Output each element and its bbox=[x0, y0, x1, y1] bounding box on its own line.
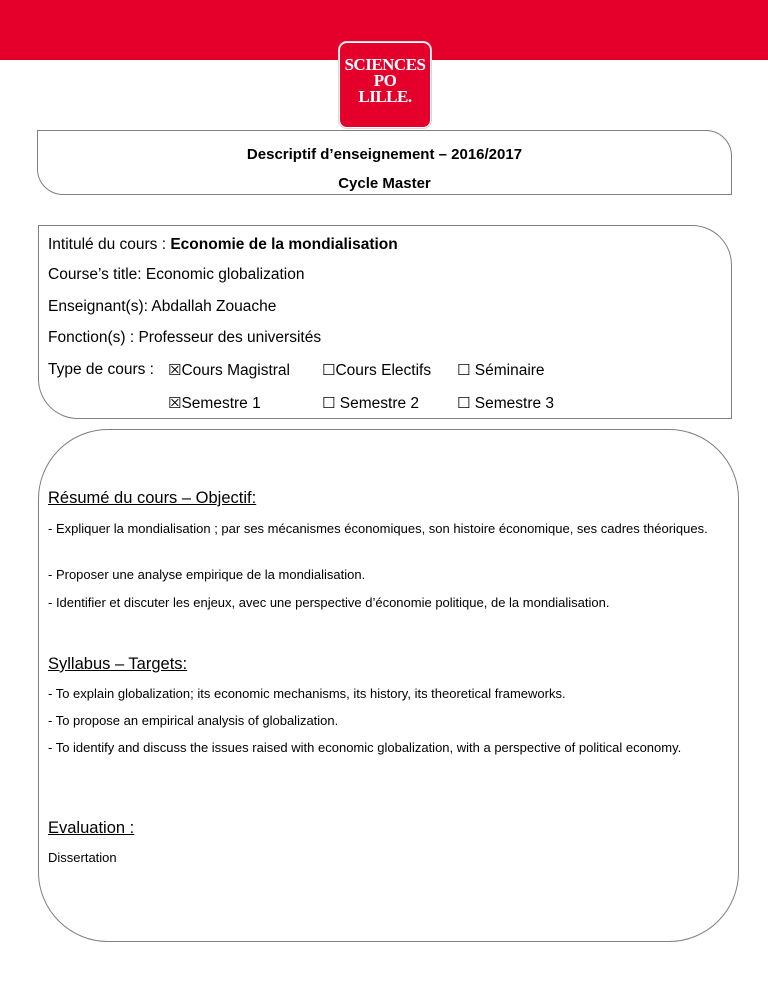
unchecked-box-icon: ☐ bbox=[457, 361, 471, 379]
course-description-box bbox=[38, 429, 739, 942]
intitule-label: Intitulé du cours : bbox=[48, 236, 171, 253]
course-title-line: Course’s title: Economic globalization bbox=[48, 266, 305, 283]
checked-box-icon: ☒ bbox=[168, 361, 182, 379]
resume-item-3: - Identifier et discuter les enjeux, avec une perspective d’économie politique, de la mondialisation. bbox=[48, 595, 610, 610]
resume-item-1: - Expliquer la mondialisation ; par ses mécanismes économiques, son histoire économique, ses cadres théoriques. bbox=[48, 521, 708, 536]
enseignant-line: Enseignant(s): Abdallah Zouache bbox=[48, 298, 277, 315]
unchecked-box-icon: ☐ bbox=[457, 394, 471, 412]
syllabus-item-1: - To explain globalization; its economic mechanisms, its history, its theoretical frameworks. bbox=[48, 686, 566, 701]
document-title: Descriptif d’enseignement – 2016/2017 bbox=[246, 146, 523, 163]
checkbox-label: Semestre 2 bbox=[339, 395, 420, 412]
checkbox-label: Cours Electifs bbox=[335, 362, 432, 379]
logo-line-1: SCIENCES bbox=[344, 55, 426, 74]
checkbox-label: Cours Magistral bbox=[181, 362, 290, 379]
intitule-value: Economie de la mondialisation bbox=[170, 236, 398, 253]
fonction-line: Fonction(s) : Professeur des universités bbox=[48, 329, 322, 346]
course-info-box bbox=[38, 225, 732, 419]
checkbox-label: Séminaire bbox=[474, 362, 545, 379]
checkbox-semestre-1[interactable] bbox=[168, 394, 261, 413]
syllabus-item-3: - To identify and discuss the issues raised with economic globalization, with a perspective of political economy. bbox=[48, 740, 682, 755]
checkbox-label: Semestre 3 bbox=[474, 395, 555, 412]
checkbox-label: Semestre 1 bbox=[181, 395, 261, 412]
checkbox-cours-magistral[interactable] bbox=[168, 361, 290, 380]
syllabus-item-2: - To propose an empirical analysis of globalization. bbox=[48, 713, 339, 728]
evaluation-title: Evaluation : bbox=[48, 819, 135, 837]
checkbox-semestre-3[interactable] bbox=[457, 394, 554, 413]
evaluation-text: Dissertation bbox=[48, 850, 117, 865]
resume-title: Résumé du cours – Objectif: bbox=[48, 489, 257, 507]
intitule-line bbox=[48, 236, 398, 254]
sciences-po-lille-logo bbox=[339, 42, 431, 128]
logo-line-3: LILLE. bbox=[358, 87, 412, 106]
resume-item-2: - Proposer une analyse empirique de la mondialisation. bbox=[48, 567, 366, 582]
unchecked-box-icon: ☐ bbox=[322, 394, 336, 412]
logo-line-2: PO bbox=[373, 71, 397, 90]
header-box bbox=[37, 130, 732, 195]
type-label: Type de cours : bbox=[48, 361, 154, 378]
checkbox-cours-electifs[interactable] bbox=[322, 361, 431, 380]
cycle-label: Cycle Master bbox=[338, 175, 431, 192]
checked-box-icon: ☒ bbox=[168, 394, 182, 412]
unchecked-box-icon: ☐ bbox=[322, 361, 336, 379]
checkbox-semestre-2[interactable] bbox=[322, 394, 419, 413]
syllabus-title: Syllabus – Targets: bbox=[48, 655, 188, 673]
checkbox-seminaire[interactable] bbox=[457, 361, 545, 380]
